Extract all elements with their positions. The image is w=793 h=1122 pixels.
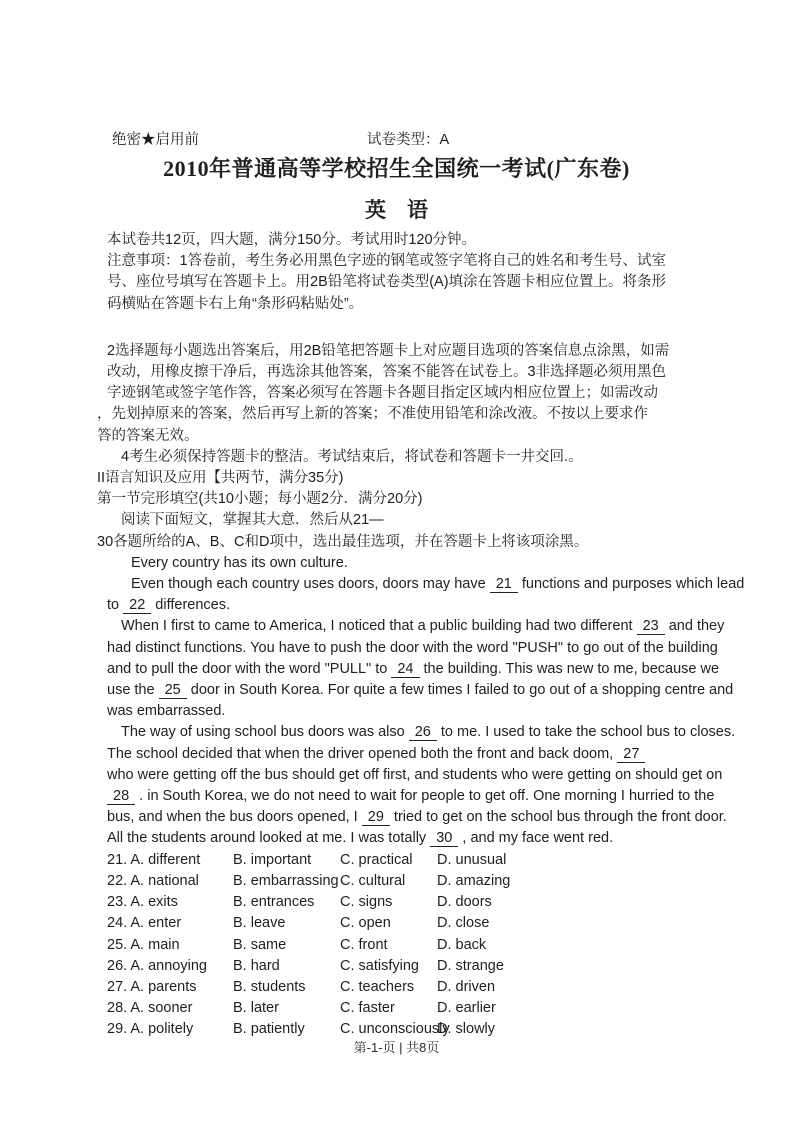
- choice-cell: 28. A. sooner: [107, 1000, 193, 1017]
- paper-type-label: 试卷类型：A: [367, 132, 450, 148]
- question-row: [107, 977, 707, 998]
- choice-cell: D. unusual: [437, 851, 507, 868]
- cloze-blank-29: 29: [362, 809, 390, 826]
- question-row: [107, 871, 707, 892]
- choice-cell: C. unconsciously: [340, 1021, 450, 1038]
- body-line: had distinct functions. You have to push the door with the word "PUSH" to go out of the building: [107, 639, 718, 656]
- choice-cell: 26. A. annoying: [107, 957, 207, 974]
- choice-cell: D. back: [437, 936, 487, 953]
- body-line: to 22 differences.: [107, 597, 230, 614]
- body-line: 2选择题每小题选出答案后，用2B铅笔把答题卡上对应题目选项的答案信息点涂黑，如需: [107, 342, 670, 359]
- body-line: Every country has its own culture.: [131, 554, 348, 571]
- body-line: and to pull the door with the word "PULL" to 24 the building. This was new to me, because we: [107, 660, 720, 677]
- choice-cell: C. open: [340, 915, 391, 932]
- choice-cell: 27. A. parents: [107, 978, 197, 995]
- classification-label: 绝密★启用前: [112, 132, 199, 148]
- cloze-blank-27: 27: [617, 746, 645, 763]
- choice-cell: D. slowly: [437, 1021, 496, 1038]
- choice-cell: 22. A. national: [107, 872, 199, 889]
- choice-cell: 24. A. enter: [107, 915, 182, 932]
- paper-title: 2010年普通高等学校招生全国统一考试(广东卷): [163, 156, 630, 181]
- body-line: 阅读下面短文，掌握其大意．然后从21—: [121, 512, 384, 529]
- body-line: The school decided that when the driver opened both the front and back doom, 27: [107, 744, 707, 765]
- cloze-blank-23: 23: [637, 618, 665, 635]
- cloze-blank-30: 30: [430, 830, 458, 847]
- choice-cell: C. teachers: [340, 978, 415, 995]
- body-line: bus, and when the bus doors opened, I 29 tried to get on the school bus through the front door.: [107, 809, 727, 826]
- choice-cell: 21. A. different: [107, 851, 201, 868]
- body-line: 第一节完形填空(共10小题；每小题2分．满分20分): [97, 491, 423, 508]
- choice-cell: D. earlier: [437, 1000, 496, 1017]
- choice-cell: D. doors: [437, 894, 492, 911]
- choice-cell: D. strange: [437, 957, 504, 974]
- body-line: All the students around looked at me. I was totally 30 , and my face went red.: [107, 830, 614, 847]
- body-line: was embarrassed.: [107, 703, 226, 720]
- choice-cell: C. signs: [340, 894, 393, 911]
- choice-cell: 23. A. exits: [107, 894, 178, 911]
- body-line: 字迹钢笔或签字笔作答，答案必须写在答题卡各题目指定区域内相应位置上；如需改动: [107, 385, 658, 402]
- body-line: 改动，用橡皮擦干净后，再选涂其他答案，答案不能答在试卷上。3非选择题必须用黑色: [107, 364, 667, 381]
- body-line: 注意事项：1答卷前，考生务必用黑色字迹的钢笔或签字笔将自己的姓名和考生号、试室: [107, 253, 667, 270]
- body-line: who were getting off the bus should get off first, and students who were getting on should get on: [107, 766, 723, 783]
- body-line: ，先划掉原来的答案，然后再写上新的答案；不准使用铅笔和涂改液。不按以上要求作: [97, 406, 648, 423]
- body-line: 28 . in South Korea, we do not need to wait for people to get off. One morning I hurried to the: [107, 786, 707, 807]
- choice-cell: B. important: [233, 851, 312, 868]
- choice-cell: 29. A. politely: [107, 1021, 194, 1038]
- cloze-blank-26: 26: [409, 724, 437, 741]
- cloze-blank-21: 21: [490, 576, 518, 593]
- choice-cell: B. patiently: [233, 1021, 305, 1038]
- choice-cell: C. faster: [340, 1000, 395, 1017]
- body-line: II语言知识及应用【共两节，满分35分): [97, 470, 344, 487]
- choice-cell: B. later: [233, 1000, 279, 1017]
- choice-cell: B. leave: [233, 915, 286, 932]
- body-line: 30各题所给的A、B、C和D项中，选出最佳选项，并在答题卡上将该项涂黑。: [97, 533, 589, 550]
- body-line: 码横贴在答题卡右上角“条形码粘贴处”。: [107, 295, 364, 312]
- body-line: 本试卷共12页，四大题，满分150分。考试用时120分钟。: [107, 232, 477, 248]
- choice-cell: D. amazing: [437, 872, 511, 889]
- choice-cell: C. front: [340, 936, 388, 953]
- choice-cell: B. embarrassing: [233, 872, 339, 889]
- choice-cell: C. practical: [340, 851, 413, 868]
- body-line: Even though each country uses doors, doors may have 21 functions and purposes which lead: [131, 576, 745, 593]
- cloze-blank-28: 28: [107, 788, 135, 805]
- choice-cell: 25. A. main: [107, 936, 180, 953]
- choice-cell: B. hard: [233, 957, 280, 974]
- choice-cell: B. entrances: [233, 894, 315, 911]
- question-row: [107, 998, 707, 1019]
- question-row: [107, 892, 707, 913]
- choice-cell: C. cultural: [340, 872, 406, 889]
- body-line: 号、座位号填写在答题卡上。用2B铅笔将试卷类型(A)填涂在答题卡相应位置上。将条形: [107, 274, 667, 291]
- choice-cell: D. close: [437, 915, 490, 932]
- body-line: 答的答案无效。: [97, 427, 199, 444]
- question-row: [107, 850, 707, 871]
- body-line: 4考生必须保持答题卡的整洁。考试结束后，将试卷和答题卡一井交回.。: [121, 448, 583, 465]
- cloze-blank-22: 22: [123, 597, 151, 614]
- cloze-blank-24: 24: [391, 661, 419, 678]
- body-line: The way of using school bus doors was also 26 to me. I used to take the school bus to closes.: [121, 724, 736, 741]
- choice-cell: B. students: [233, 978, 306, 995]
- body-line: use the 25 door in South Korea. For quite a few times I failed to go out of a shopping centre and: [107, 682, 734, 699]
- cloze-blank-25: 25: [159, 682, 187, 699]
- subject-title: 英 语: [365, 198, 428, 222]
- choice-cell: B. same: [233, 936, 287, 953]
- choice-cell: C. satisfying: [340, 957, 419, 974]
- document-body: [0, 230, 793, 1041]
- question-row: [107, 913, 707, 934]
- question-row: [107, 956, 707, 977]
- body-line: When I first to came to America, I noticed that a public building had two different 23 and they: [121, 618, 725, 635]
- choice-cell: D. driven: [437, 978, 496, 995]
- page-footer: 第-1-页 | 共8页: [353, 1040, 440, 1055]
- question-row: [107, 935, 707, 956]
